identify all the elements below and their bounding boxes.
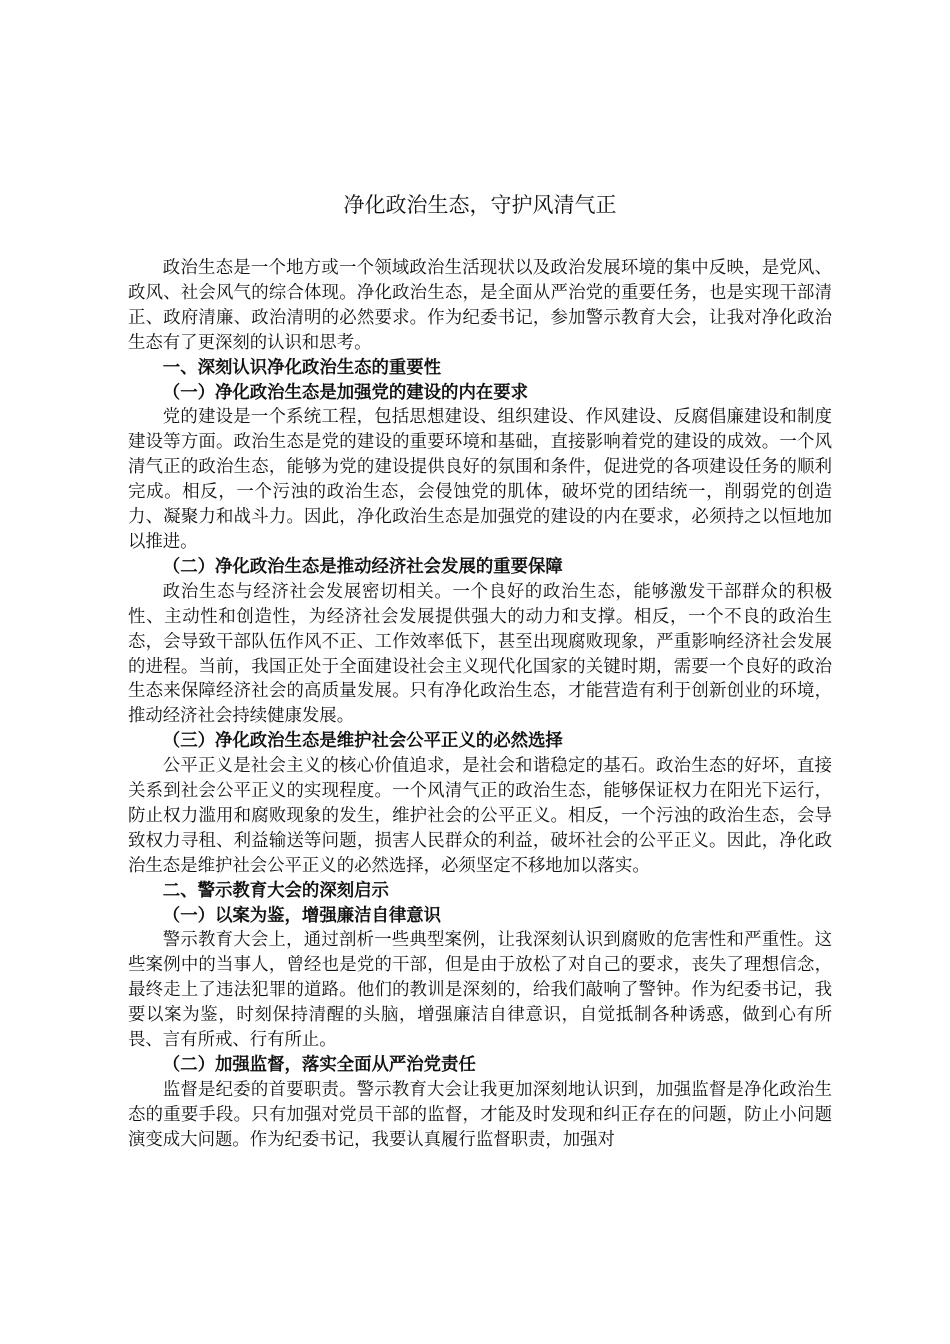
- section-1-2-paragraph: 政治生态与经济社会发展密切相关。一个良好的政治生态，能够激发干部群众的积极性、主动性和创造性，为经济社会发展提供强大的动力和支撑。相反，一个不良的政治生态，会导致干部队伍作风不正、工作效率低下，甚至出现腐败现象，严重影响经济社会发展的进程。当前，我国正处于全面建设社会主义现代化国家的关键时期，需要一个良好的政治生态来保障经济社会的高质量发展。只有净化政治生态，才能营造有利于创新创业的环境，推动经济社会持续健康发展。: [128, 581, 832, 727]
- section-2-1-paragraph: 警示教育大会上，通过剖析一些典型案例，让我深刻认识到腐败的危害性和严重性。这些案例中的当事人，曾经也是党的干部，但是由于放松了对自己的要求，丧失了理想信念，最终走上了违法犯罪的道路。他们的教训是深刻的，给我们敲响了警钟。作为纪委书记，我要以案为鉴，时刻保持清醒的头脑，增强廉洁自律意识，自觉抵制各种诱惑，做到心有所畏、言有所戒、行有所止。: [128, 930, 832, 1051]
- document-page: [128, 190, 832, 1153]
- section-2-2-heading: （二）加强监督，落实全面从严治党责任: [162, 1055, 476, 1075]
- section-2-2-paragraph: 监督是纪委的首要职责。警示教育大会让我更加深刻地认识到，加强监督是净化政治生态的重要手段。只有加强对党员干部的监督，才能及时发现和纠正存在的问题，防止小问题演变成大问题。作为纪委书记，我要认真履行监督职责，加强对: [128, 1079, 832, 1150]
- section-1-3-paragraph: 公平正义是社会主义的核心价值追求，是社会和谐稳定的基石。政治生态的好坏，直接关系到社会公平正义的实现程度。一个风清气正的政治生态，能够保证权力在阳光下运行，防止权力滥用和腐败现象的发生，维护社会的公平正义。相反，一个污浊的政治生态，会导致权力寻租、利益输送等问题，损害人民群众的利益，破坏社会的公平正义。因此，净化政治生态是维护社会公平正义的必然选择，必须坚定不移地加以落实。: [128, 756, 832, 876]
- document-title: 净化政治生态，守护风清气正: [343, 193, 617, 217]
- section-1-heading: 一、深刻认识净化政治生态的重要性: [162, 357, 442, 378]
- section-1-3-heading: （三）净化政治生态是维护社会公平正义的必然选择: [162, 731, 563, 752]
- section-1-2-heading: （二）净化政治生态是推动经济社会发展的重要保障: [162, 556, 563, 577]
- intro-paragraph: 政治生态是一个地方或一个领域政治生活现状以及政治发展环境的集中反映，是党风、政风、社会风气的综合体现。净化政治生态，是全面从严治党的重要任务，也是实现干部清正、政府清廉、政治清明的必然要求。作为纪委书记，参加警示教育大会，让我对净化政治生态有了更深刻的认识和思考。: [128, 258, 832, 353]
- section-1-1-paragraph: 党的建设是一个系统工程，包括思想建设、组织建设、作风建设、反腐倡廉建设和制度建设等方面。政治生态是党的建设的重要环境和基础，直接影响着党的建设的成效。一个风清气正的政治生态，能够为党的建设提供良好的氛围和条件，促进党的各项建设任务的顺利完成。相反，一个污浊的政治生态，会侵蚀党的肌体，破坏党的团结统一，削弱党的创造力、凝聚力和战斗力。因此，净化政治生态是加强党的建设的内在要求，必须持之以恒地加以推进。: [128, 407, 832, 552]
- section-2-heading: 二、警示教育大会的深刻启示: [162, 880, 389, 901]
- section-1-1-heading: （一）净化政治生态是加强党的建设的内在要求: [162, 382, 529, 403]
- section-2-1-heading: （一）以案为鉴，增强廉洁自律意识: [162, 905, 442, 926]
